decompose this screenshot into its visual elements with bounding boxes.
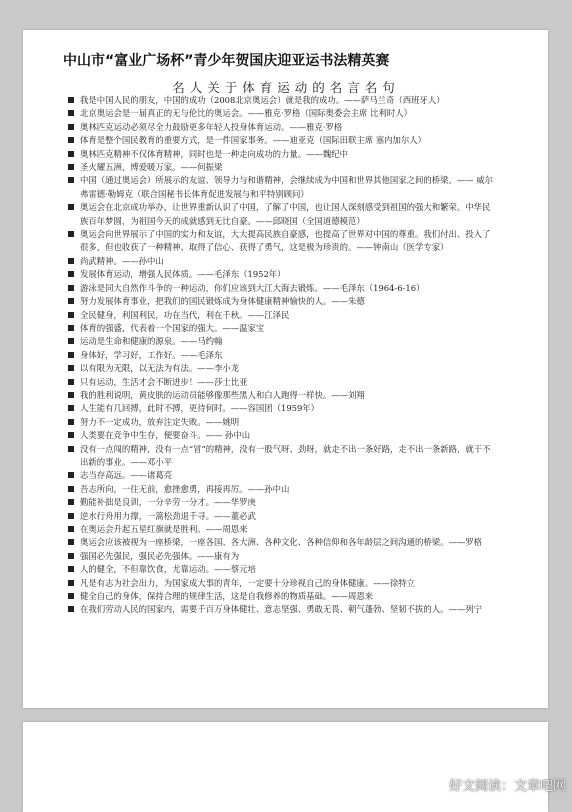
quote-item: 游泳是同大自然作斗争的一种运动，你们应该到大江大海去锻炼。——毛泽东（1964-6-16） <box>68 282 496 295</box>
quote-item: 只有运动，生活才会不断进步！——莎士比亚 <box>68 376 496 389</box>
quote-item: 吾志所向，一往无前，愈挫愈勇，再接再厉。——孙中山 <box>68 483 496 496</box>
quote-item: 勤能补拙是良训，一分辛劳一分才。——华罗庚 <box>68 496 496 509</box>
quote-item: 运动是生命和健康的源泉。——马约翰 <box>68 335 496 348</box>
quote-item: 人的健全，不但靠饮食，尤靠运动。——蔡元培 <box>68 563 496 576</box>
quote-item: 全民健身，利国利民，功在当代，利在千秋。——江泽民 <box>68 309 496 322</box>
quote-item: 强国必先强民，强民必先强体。——康有为 <box>68 550 496 563</box>
site-watermark: 好文阅读：文章吧网 <box>448 779 566 794</box>
quote-item: 体育是整个国民教育的重要方式，是一件国家事务。——迪亚克（国际田联主席 塞内加尔人） <box>68 134 496 147</box>
quote-item: 努力发展体育事业，把我们的国民锻炼成为身体健康精神愉快的人。——朱德 <box>68 295 496 308</box>
quote-item: 凡是有志为社会出力，为国家成大事的青年，一定要十分珍视自己的身体健康。——徐特立 <box>68 577 496 590</box>
quote-item: 奥林匹克精神不仅体育精神，同时也是一种走向成功的力量。——魏纪中 <box>68 148 496 161</box>
quote-item: 健全自己的身体，保持合理的规律生活，这是自我修养的物质基础。——周恩来 <box>68 590 496 603</box>
quote-item: 中国（通过奥运会）所展示的友谊、领导力与和谐精神，会继续成为中国和世界其他国家之间的桥梁。—— 威尔弗雷德·勒姆克（联合国秘书长体育促进发展与和平特别顾问） <box>68 174 496 201</box>
quote-item: 奥运会向世界展示了中国的实力和友谊，大大提高民族自豪感，也提高了世界对中国的尊重。我们付出、投入了很多，但也收获了一种精神、取得了信心、获得了勇气，这是极为珍贵的。——钟南山（医学专家） <box>68 228 496 255</box>
quote-item: 努力不一定成功，放弃注定失败。——姚明 <box>68 416 496 429</box>
quote-item: 逆水行舟用力撑，一篙松劲退千寻。——董必武 <box>68 510 496 523</box>
quote-list <box>68 94 496 617</box>
quote-item: 发展体育运动，增强人民体质。——毛泽东（1952年） <box>68 268 496 281</box>
quote-item: 圣火耀五洲，博爱暖万家。——何振梁 <box>68 161 496 174</box>
quote-item: 我的胜利说明，黄皮肤的运动员能够像那些黑人和白人跑得一样快。——刘翔 <box>68 389 496 402</box>
next-document-page <box>23 722 548 812</box>
quote-item: 北京奥运会是一届真正的无与伦比的奥运会。——雅克·罗格（国际奥委会主席 比利时人） <box>68 107 496 120</box>
quote-item: 在我们劳动人民的国家内，需要千百万身体健壮、意志坚强、勇敢无畏、朝气蓬勃、坚韧不拔的人。——列宁 <box>68 603 496 616</box>
quote-item: 我是中国人民的朋友，中国的成功（2008北京奥运会）就是我的成功。——萨马兰奇（西班牙人） <box>68 94 496 107</box>
quote-item: 人生能有几回搏，此时不搏，更待何时。——容国团（1959年） <box>68 402 496 415</box>
quote-item: 没有一点闯的精神，没有一点“冒”的精神，没有一股气呀、劲呀，就走不出一条好路，走不出一条新路，就干不出新的事业。——邓小平 <box>68 443 496 470</box>
document-subtitle: 名人关于体育运动的名言名句 <box>172 80 400 95</box>
quote-item: 身体好，学习好，工作好。——毛泽东 <box>68 349 496 362</box>
quote-item: 尚武精神。——孙中山 <box>68 255 496 268</box>
quote-item: 以有限为无限，以无法为有法。——李小龙 <box>68 362 496 375</box>
quote-item: 志当存高远。——诸葛亮 <box>68 469 496 482</box>
quote-item: 奥运会应该被视为一座桥梁，一座各国、各大洲、各种文化、各种信仰和各年龄层之间沟通的桥梁。——罗格 <box>68 536 496 549</box>
quote-item: 奥运会在北京成功举办，让世界重新认识了中国，了解了中国，也让国人深刻感受到祖国的强大和繁荣。中华民族百年梦圆，为祖国今天的成就感到无比自豪。——邱晓国（全国道德模范） <box>68 201 496 228</box>
quote-item: 人类要在竞争中生存，便要奋斗。—— 孙中山 <box>68 429 496 442</box>
quote-item: 奥林匹克运动必须尽全力鼓励更多年轻人投身体育运动。——雅克·罗格 <box>68 121 496 134</box>
quote-item: 在奥运会升起五星红旗就是胜利。——周恩来 <box>68 523 496 536</box>
document-title: 中山市“富业广场杯”青少年贺国庆迎亚运书法精英赛 <box>63 53 390 69</box>
quote-item: 体育的强盛，代表着一个国家的强大。——温家宝 <box>68 322 496 335</box>
